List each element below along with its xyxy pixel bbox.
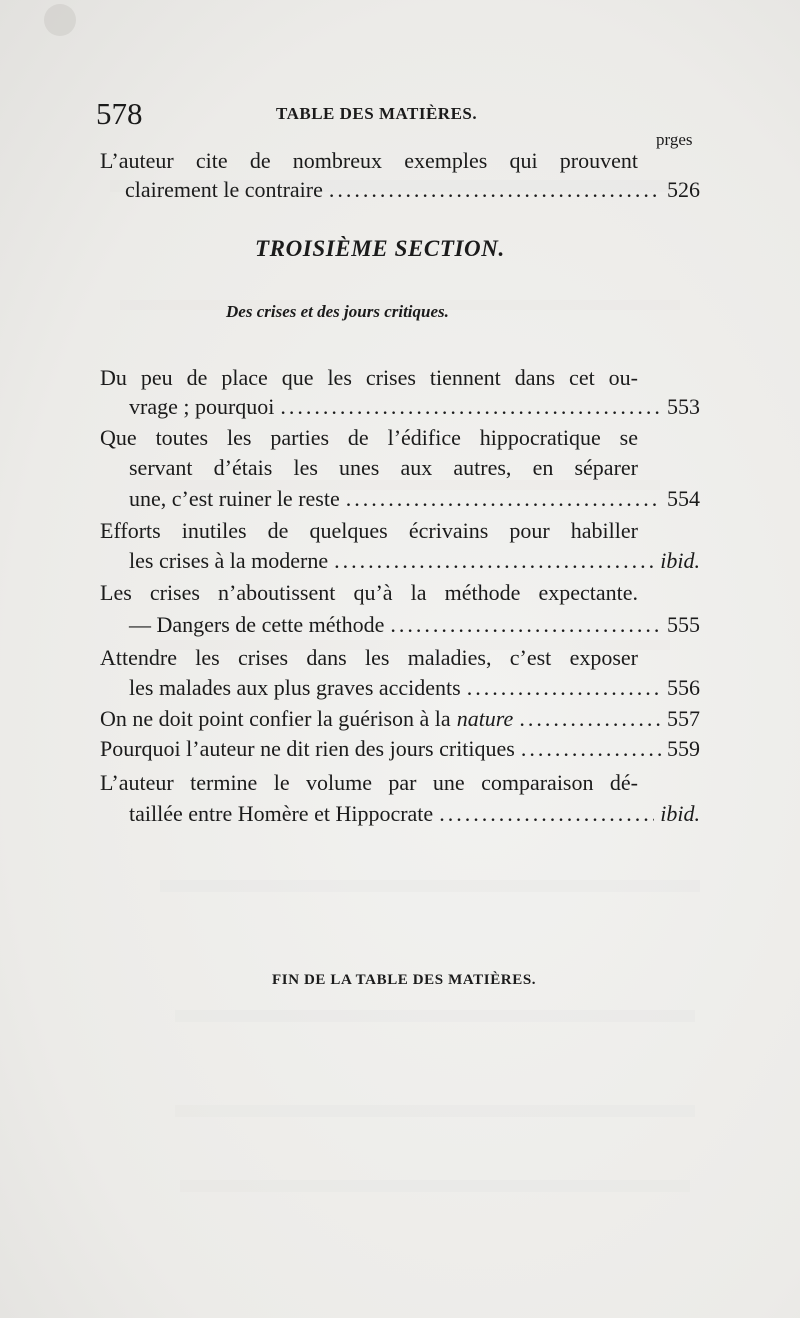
toc-entry-text: — Dangers de cette méthode: [129, 612, 385, 637]
leader-dots: [439, 801, 654, 827]
toc-entry-text: Pourquoi l’auteur ne dit rien des jours critiques: [100, 736, 515, 761]
toc-entry-line: [129, 801, 700, 831]
toc-page-ref: 556: [667, 675, 700, 700]
toc-entry-line: [100, 736, 700, 766]
toc-page-ref: 554: [667, 486, 700, 511]
leader-dots: [280, 394, 661, 420]
toc-entry-line: [100, 425, 638, 455]
pages-column-label: prges: [656, 130, 693, 149]
toc-page-ref: ibid.: [660, 801, 700, 826]
toc-entry-line: [129, 675, 700, 705]
leader-dots: [390, 612, 661, 638]
page-header: [96, 96, 696, 136]
toc-entry-line: [129, 486, 700, 516]
toc-entry-text: Attendre les crises dans les maladies, c’est exposer: [100, 645, 638, 670]
toc-entry-line: [100, 706, 700, 736]
leader-dots: [334, 548, 654, 574]
toc-entry-text: clairement le contraire: [125, 177, 323, 202]
toc-entry-line: [129, 394, 700, 424]
toc-entry-line: [129, 612, 700, 642]
toc-entry-line: [100, 518, 638, 548]
toc-entry-text: L’auteur cite de nombreux exemples qui prouvent: [100, 148, 638, 173]
toc-entry-text: Du peu de place que les crises tiennent dans cet ou-: [100, 365, 638, 390]
toc-entry-text: L’auteur termine le volume par une comparaison dé-: [100, 770, 638, 795]
toc-entry-text: les crises à la moderne: [129, 548, 329, 573]
toc-entry-line: [129, 455, 638, 485]
toc-entry-line: [125, 177, 700, 207]
toc-entry-line: [100, 580, 638, 610]
toc-entry-text: vrage ; pourquoi: [129, 394, 275, 419]
toc-page-ref: 559: [667, 736, 700, 761]
toc-page-ref: 557: [667, 706, 700, 731]
section-title: TROISIÈME SECTION.: [255, 236, 505, 261]
leader-dots: [346, 486, 661, 512]
section-subtitle: Des crises et des jours critiques.: [226, 302, 449, 321]
toc-entry-text: les malades aux plus graves accidents: [129, 675, 461, 700]
leader-dots: [519, 706, 661, 732]
toc-entry-line: [129, 548, 700, 578]
toc-entry-text: taillée entre Homère et Hippocrate: [129, 801, 434, 826]
page-number: 578: [96, 96, 143, 131]
leader-dots: [329, 177, 661, 203]
toc-entry-line: [100, 365, 638, 395]
toc-entry-line: [100, 148, 638, 178]
toc-page-ref: 553: [667, 394, 700, 419]
toc-entry-line: [100, 645, 638, 675]
toc-entry-text: On ne doit point confier la guérison à la: [100, 706, 451, 731]
toc-entry-text: Que toutes les parties de l’édifice hippocratique se: [100, 425, 638, 450]
toc-entry-text: servant d’étais les unes aux autres, en séparer: [129, 455, 638, 480]
toc-page-ref: 555: [667, 612, 700, 637]
toc-page-ref: ibid.: [660, 548, 700, 573]
running-title: TABLE DES MATIÈRES.: [276, 104, 478, 123]
toc-entry-text: Efforts inutiles de quelques écrivains pour habiller: [100, 518, 638, 543]
toc-entry-text: une, c’est ruiner le reste: [129, 486, 340, 511]
toc-entry-text: Les crises n’aboutissent qu’à la méthode expectante.: [100, 580, 638, 605]
toc-page-ref: 526: [667, 177, 700, 202]
end-of-table-note: FIN DE LA TABLE DES MATIÈRES.: [272, 972, 537, 988]
leader-dots: [467, 675, 661, 701]
toc-entry-line: [100, 770, 638, 800]
leader-dots: [521, 736, 661, 762]
toc-entry-italic-word: nature: [456, 706, 514, 731]
